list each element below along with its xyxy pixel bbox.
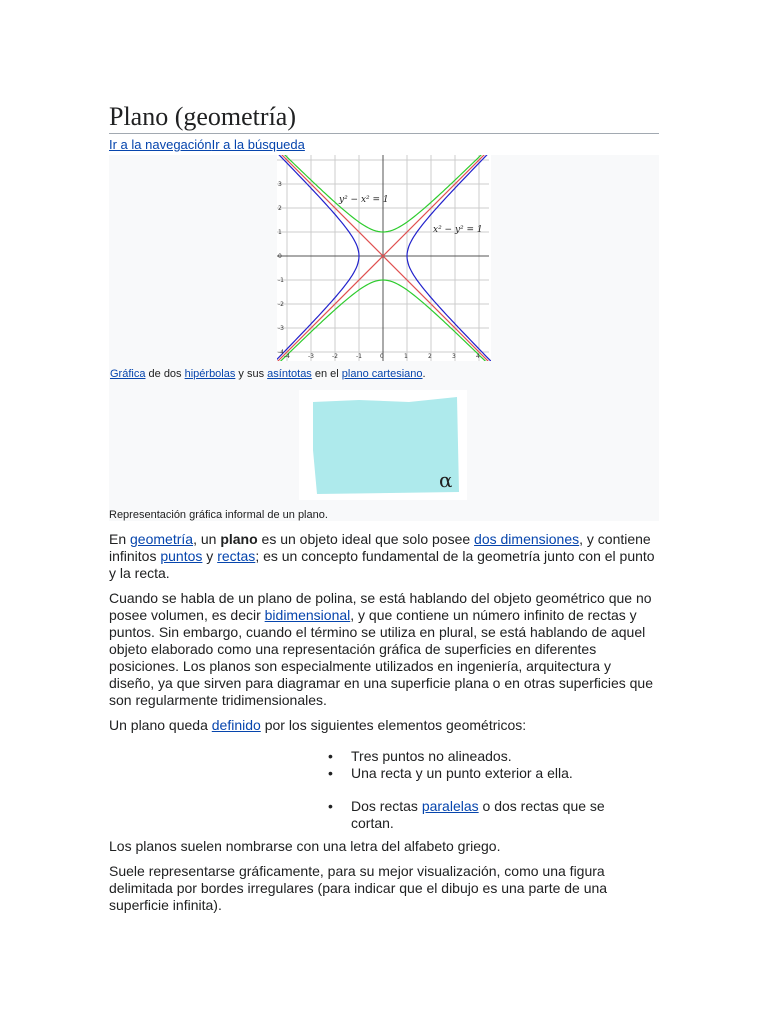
x-tick-label: 1 <box>404 353 408 360</box>
dos-dimensiones-link[interactable]: dos dimensiones <box>474 531 580 547</box>
geometria-link[interactable]: geometría <box>130 531 194 547</box>
x-tick-label: -4 <box>284 353 290 360</box>
rectas-link[interactable]: rectas <box>217 548 256 564</box>
elements-list <box>109 748 659 832</box>
paragraph-4: Los planos suelen nombrarse con una letra del alfabeto griego. <box>109 838 501 854</box>
x-tick-label: -1 <box>356 353 362 360</box>
page-title: Plano (geometría) <box>109 103 659 134</box>
figure-panel <box>109 155 659 521</box>
x-tick-label: 3 <box>452 353 456 360</box>
goto-navigation-link[interactable]: Ir a la navegación <box>109 137 212 152</box>
definido-link[interactable]: definido <box>211 717 261 733</box>
jump-links <box>109 137 305 153</box>
bidimensional-link[interactable]: bidimensional <box>264 607 351 623</box>
y-tick-label: 0 <box>278 253 282 260</box>
paragraph-5: Suele representarse gráficamente, para su mejor visualización, como una figura delimitada por bordes irregulares (para indicar que el dibujo es una parte de una superficie infinita). <box>109 863 608 913</box>
puntos-link[interactable]: puntos <box>160 548 203 564</box>
hyperbola-graph <box>277 155 491 361</box>
x-tick-label: -3 <box>308 353 314 360</box>
alpha-symbol: α <box>439 468 453 492</box>
grafica-link[interactable]: Gráfica <box>110 368 146 380</box>
plano-cartesiano-link[interactable]: plano cartesiano <box>341 368 423 380</box>
list-item: • Una recta y un punto exterior a ella. <box>328 765 573 781</box>
figure2-caption: Representación gráfica informal de un plano. <box>109 509 328 521</box>
x-tick-label: 0 <box>380 353 384 360</box>
x-tick-label: -2 <box>332 353 338 360</box>
y-tick-label: -3 <box>278 325 284 332</box>
y-tick-label: -2 <box>278 301 284 308</box>
plane-illustration <box>299 390 467 500</box>
paragraph-1: En geometría, un plano es un objeto ideal que solo posee dos dimensiones, y contiene infinitos puntos y rectas; es un concepto fundamental de la geometría junto con el punto y la recta. <box>109 531 655 581</box>
y-tick-label: 3 <box>278 181 282 188</box>
y-tick-label: 1 <box>278 229 282 236</box>
paragraph-2: Cuando se habla de un plano de polina, se está hablando del objeto geométrico que no posee volumen, es decir bidimensional, y que contiene un número infinito de rectas y puntos. Sin embargo, cuando el término se utiliza en plural, se está hablando de aquel objeto elaborado como una representación gráfica de superficies en diferentes posiciones. Los planos son especialmente utilizados en ingeniería, arquitectura y diseño, ya que sirven para diagramar en una superficie plana o en otras superficies que son regularmente tridimensionales. <box>109 590 653 708</box>
equation-label-2: x² − y² = 1 <box>433 225 483 235</box>
equation-label-1: y² − x² = 1 <box>339 195 389 205</box>
paralelas-link[interactable]: paralelas <box>421 798 479 814</box>
article-body <box>109 531 659 922</box>
y-tick-label: -1 <box>278 277 284 284</box>
x-tick-label: 4 <box>476 353 480 360</box>
figure1-caption: Gráfica de dos hipérbolas y sus asíntotas en el plano cartesiano. <box>110 368 426 380</box>
list-item: • Tres puntos no alineados. <box>328 748 512 764</box>
y-tick-label: 2 <box>278 205 282 212</box>
x-tick-label: 2 <box>428 353 432 360</box>
goto-search-link[interactable]: Ir a la búsqueda <box>211 137 305 152</box>
hiperbolas-link[interactable]: hipérbolas <box>184 368 236 380</box>
asintotas-link[interactable]: asíntotas <box>267 368 312 380</box>
y-tick-label: -4 <box>278 349 284 356</box>
paragraph-3: Un plano queda definido por los siguientes elementos geométricos: <box>109 717 527 733</box>
list-item: • Dos rectas paralelas o dos rectas que se cortan. <box>328 798 605 831</box>
